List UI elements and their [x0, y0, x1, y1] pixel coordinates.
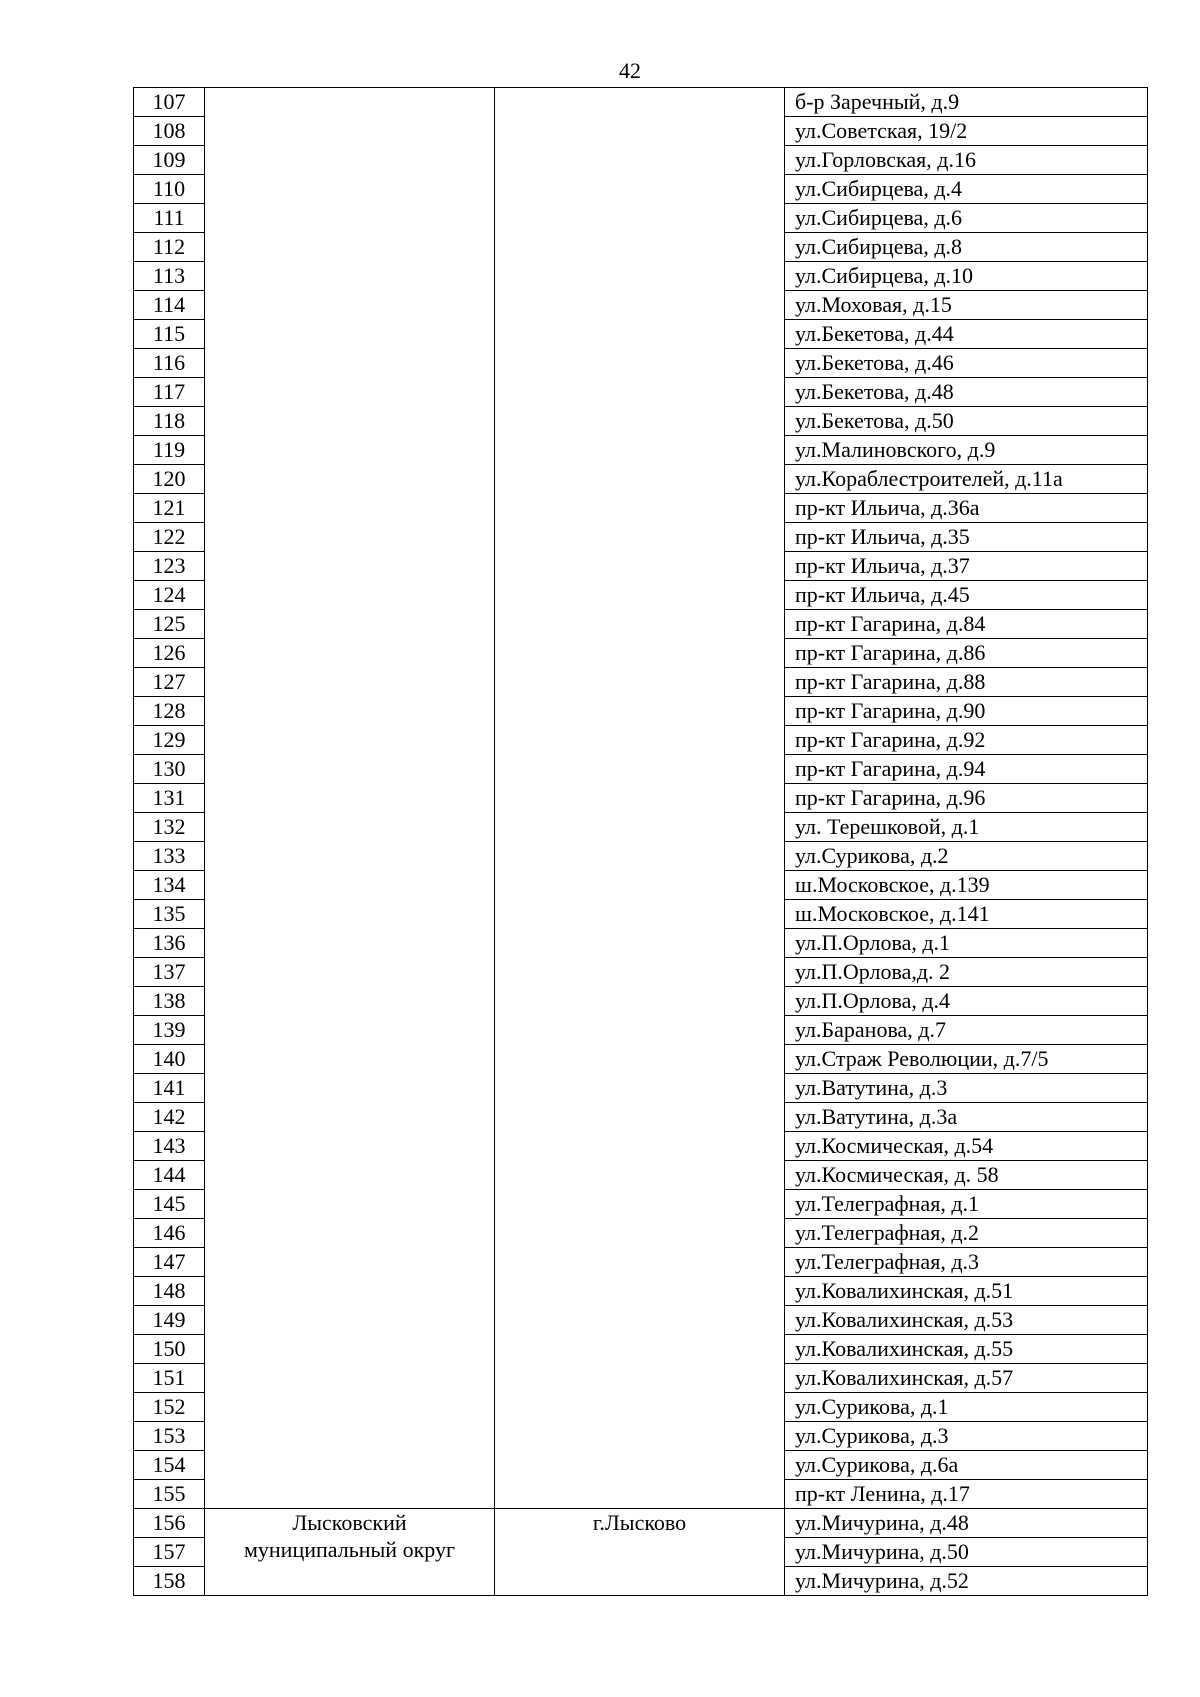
address-cell: ул.Страж Революции, д.7/5 [785, 1045, 1148, 1074]
row-number-cell: 140 [134, 1045, 205, 1074]
address-cell: ул.Ковалихинская, д.51 [785, 1277, 1148, 1306]
row-number-cell: 115 [134, 320, 205, 349]
address-cell: ул. Терешковой, д.1 [785, 813, 1148, 842]
address-cell: пр-кт Гагарина, д.84 [785, 610, 1148, 639]
row-number-cell: 124 [134, 581, 205, 610]
row-number-cell: 122 [134, 523, 205, 552]
address-cell: ул.Мичурина, д.48 [785, 1509, 1148, 1538]
address-cell: ул.Сибирцева, д.10 [785, 262, 1148, 291]
address-cell: пр-кт Ленина, д.17 [785, 1480, 1148, 1509]
address-cell: пр-кт Гагарина, д.94 [785, 755, 1148, 784]
row-number-cell: 128 [134, 697, 205, 726]
row-number-cell: 117 [134, 378, 205, 407]
address-cell: ул.Моховая, д.15 [785, 291, 1148, 320]
address-cell: пр-кт Гагарина, д.96 [785, 784, 1148, 813]
address-cell: ул.Сурикова, д.6а [785, 1451, 1148, 1480]
row-number-cell: 129 [134, 726, 205, 755]
address-cell: ул.Советская, 19/2 [785, 117, 1148, 146]
address-cell: ул.Ковалихинская, д.53 [785, 1306, 1148, 1335]
address-cell: ул.П.Орлова, д.4 [785, 987, 1148, 1016]
address-cell: ул.Мичурина, д.50 [785, 1538, 1148, 1567]
address-cell: ул.Бекетова, д.48 [785, 378, 1148, 407]
row-number-cell: 148 [134, 1277, 205, 1306]
row-number-cell: 146 [134, 1219, 205, 1248]
row-number-cell: 151 [134, 1364, 205, 1393]
row-number-cell: 136 [134, 929, 205, 958]
row-number-cell: 139 [134, 1016, 205, 1045]
page-number: 42 [619, 58, 641, 83]
row-number-cell: 111 [134, 204, 205, 233]
row-number-cell: 133 [134, 842, 205, 871]
municipality-cell [205, 1509, 495, 1596]
table-row [134, 88, 1148, 117]
municipality-name-line: Лысковский [292, 1510, 407, 1535]
row-number-cell: 155 [134, 1480, 205, 1509]
row-number-cell: 126 [134, 639, 205, 668]
address-cell: ул.Телеграфная, д.3 [785, 1248, 1148, 1277]
row-number-cell: 114 [134, 291, 205, 320]
row-number-cell: 109 [134, 146, 205, 175]
address-cell: ул.Горловская, д.16 [785, 146, 1148, 175]
address-table-body [134, 88, 1148, 1596]
address-cell: ул.Космическая, д. 58 [785, 1161, 1148, 1190]
address-cell: ул.Бекетова, д.46 [785, 349, 1148, 378]
address-cell: ул.Кораблестроителей, д.11а [785, 465, 1148, 494]
row-number-cell: 112 [134, 233, 205, 262]
settlement-cell [495, 88, 785, 1509]
address-cell: пр-кт Ильича, д.45 [785, 581, 1148, 610]
row-number-cell: 157 [134, 1538, 205, 1567]
row-number-cell: 119 [134, 436, 205, 465]
row-number-cell: 121 [134, 494, 205, 523]
address-cell: ул.Телеграфная, д.1 [785, 1190, 1148, 1219]
address-cell: ул.Телеграфная, д.2 [785, 1219, 1148, 1248]
row-number-cell: 141 [134, 1074, 205, 1103]
address-cell: ул.Ковалихинская, д.57 [785, 1364, 1148, 1393]
address-cell: ш.Московское, д.139 [785, 871, 1148, 900]
address-cell: ул.Космическая, д.54 [785, 1132, 1148, 1161]
address-cell: пр-кт Ильича, д.36а [785, 494, 1148, 523]
row-number-cell: 143 [134, 1132, 205, 1161]
address-cell: пр-кт Ильича, д.37 [785, 552, 1148, 581]
row-number-cell: 131 [134, 784, 205, 813]
row-number-cell: 138 [134, 987, 205, 1016]
address-cell: ул.Бекетова, д.44 [785, 320, 1148, 349]
address-cell: ул.Сибирцева, д.6 [785, 204, 1148, 233]
row-number-cell: 118 [134, 407, 205, 436]
address-cell: пр-кт Гагарина, д.86 [785, 639, 1148, 668]
row-number-cell: 107 [134, 88, 205, 117]
row-number-cell: 137 [134, 958, 205, 987]
address-cell: ул.П.Орлова, д.1 [785, 929, 1148, 958]
row-number-cell: 149 [134, 1306, 205, 1335]
municipality-cell [205, 88, 495, 1509]
address-cell: ул.Малиновского, д.9 [785, 436, 1148, 465]
address-table [133, 87, 1148, 1596]
address-cell: ул.Бекетова, д.50 [785, 407, 1148, 436]
row-number-cell: 153 [134, 1422, 205, 1451]
row-number-cell: 134 [134, 871, 205, 900]
address-cell: ул.Ватутина, д.3а [785, 1103, 1148, 1132]
settlement-cell: г.Лысково [495, 1509, 785, 1596]
address-cell: пр-кт Гагарина, д.90 [785, 697, 1148, 726]
address-cell: ул.Баранова, д.7 [785, 1016, 1148, 1045]
address-cell: ул.Сурикова, д.2 [785, 842, 1148, 871]
municipality-name-line: муниципальный округ [243, 1537, 455, 1562]
row-number-cell: 152 [134, 1393, 205, 1422]
address-cell: б-р Заречный, д.9 [785, 88, 1148, 117]
row-number-cell: 125 [134, 610, 205, 639]
address-cell: ш.Московское, д.141 [785, 900, 1148, 929]
row-number-cell: 108 [134, 117, 205, 146]
table-row [134, 1509, 1148, 1538]
address-cell: ул.Сурикова, д.3 [785, 1422, 1148, 1451]
row-number-cell: 132 [134, 813, 205, 842]
row-number-cell: 127 [134, 668, 205, 697]
row-number-cell: 120 [134, 465, 205, 494]
row-number-cell: 142 [134, 1103, 205, 1132]
address-cell: пр-кт Гагарина, д.88 [785, 668, 1148, 697]
address-cell: ул.Сурикова, д.1 [785, 1393, 1148, 1422]
row-number-cell: 116 [134, 349, 205, 378]
address-cell: пр-кт Ильича, д.35 [785, 523, 1148, 552]
row-number-cell: 147 [134, 1248, 205, 1277]
row-number-cell: 144 [134, 1161, 205, 1190]
address-cell: ул.Ковалихинская, д.55 [785, 1335, 1148, 1364]
address-cell: пр-кт Гагарина, д.92 [785, 726, 1148, 755]
row-number-cell: 135 [134, 900, 205, 929]
row-number-cell: 156 [134, 1509, 205, 1538]
row-number-cell: 150 [134, 1335, 205, 1364]
address-cell: ул.Сибирцева, д.8 [785, 233, 1148, 262]
row-number-cell: 154 [134, 1451, 205, 1480]
row-number-cell: 130 [134, 755, 205, 784]
address-cell: ул.Мичурина, д.52 [785, 1567, 1148, 1596]
address-cell: ул.П.Орлова,д. 2 [785, 958, 1148, 987]
row-number-cell: 158 [134, 1567, 205, 1596]
row-number-cell: 145 [134, 1190, 205, 1219]
address-cell: ул.Ватутина, д.3 [785, 1074, 1148, 1103]
row-number-cell: 113 [134, 262, 205, 291]
address-cell: ул.Сибирцева, д.4 [785, 175, 1148, 204]
row-number-cell: 123 [134, 552, 205, 581]
row-number-cell: 110 [134, 175, 205, 204]
